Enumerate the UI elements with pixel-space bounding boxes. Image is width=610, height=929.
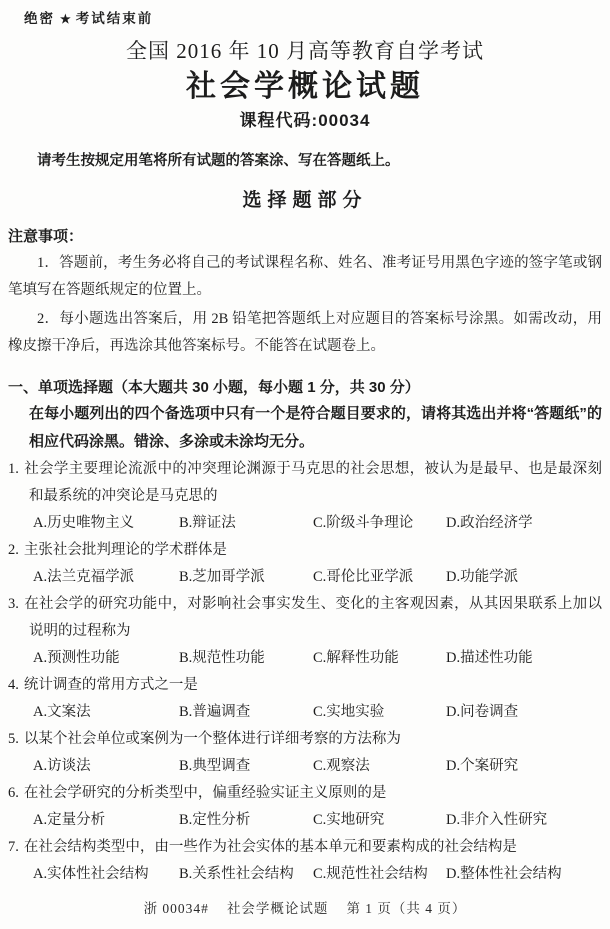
page-footer: [0, 897, 610, 917]
option-c: C.观察法: [313, 758, 370, 774]
option-a: A.文案法: [33, 704, 91, 720]
option-d: D.非介入性研究: [446, 812, 548, 828]
question-text: [8, 726, 602, 753]
question-item: [8, 726, 602, 780]
option-d: D.描述性功能: [446, 650, 533, 666]
question-body: 主张社会批判理论的学术群体是: [23, 542, 227, 558]
option-b: B.典型调查: [179, 758, 251, 774]
option-c: C.实地研究: [313, 812, 385, 828]
option-a: A.历史唯物主义: [33, 515, 135, 531]
section-title: 选择题部分: [242, 190, 368, 211]
option-c: C.实地实验: [313, 704, 385, 720]
footer-paper-name: 社会学概论试题: [226, 901, 329, 916]
question-number: 1.: [8, 461, 19, 477]
question-options: [33, 564, 602, 591]
question-number: 6.: [8, 785, 19, 801]
option-a: A.定量分析: [33, 812, 106, 828]
question-options: [33, 753, 602, 780]
question-options: [33, 645, 602, 672]
option-d: D.个案研究: [446, 758, 519, 774]
question-options: [33, 699, 602, 726]
question-item: [8, 456, 602, 537]
question-text: [8, 834, 602, 861]
option-a: A.预测性功能: [33, 650, 120, 666]
question-number: 4.: [8, 677, 19, 693]
notes-heading: 注意事项：: [8, 228, 84, 245]
question-body: 统计调查的常用方式之一是: [23, 677, 198, 693]
question-body: 在社会结构类型中，由一些作为社会实体的基本单元和要素构成的社会结构是: [23, 839, 517, 855]
paper-title: 社会学概论试题: [186, 70, 424, 103]
question-text: [8, 537, 602, 564]
question-body: 在社会学研究的分析类型中，偏重经验实证主义原则的是: [23, 785, 387, 801]
option-d: D.问卷调查: [446, 704, 519, 720]
option-b: B.规范性功能: [179, 650, 265, 666]
part-one-heading: 一、单项选择题（本大题共 30 小题，每小题 1 分，共 30 分）: [8, 379, 420, 396]
star-icon: ★: [60, 12, 71, 26]
note-item-1: 1．答题前，考生务必将自己的考试课程名称、姓名、准考证号用黑色字迹的签字笔或钢笔填写在答题纸规定的位置上。: [8, 255, 602, 298]
question-item: [8, 834, 602, 888]
part-one-intro: 在每小题列出的四个备选项中只有一个是符合题目要求的，请将其选出并将“答题纸”的相应代码涂黑。错涂、多涂或未涂均无分。: [29, 405, 602, 450]
question-text: [8, 780, 602, 807]
option-c: C.阶级斗争理论: [313, 515, 414, 531]
question-text: [8, 591, 602, 645]
option-a: A.访谈法: [33, 758, 91, 774]
question-number: 3.: [8, 596, 19, 612]
question-options: [33, 807, 602, 834]
option-c: C.哥伦比亚学派: [313, 569, 414, 585]
note-item-2: 2．每小题选出答案后，用 2B 铅笔把答题纸上对应题目的答案标号涂黑。如需改动，用橡皮擦干净后，再选涂其他答案标号。不能答在试题卷上。: [8, 311, 602, 354]
answer-sheet-instruction: 请考生按规定用笔将所有试题的答案涂、写在答题纸上。: [37, 153, 400, 169]
footer-page-info: 第 1 页（共 4 页）: [346, 901, 467, 916]
question-list: [8, 456, 602, 888]
question-body: 以某个社会单位或案例为一个整体进行详细考察的方法称为: [23, 731, 401, 747]
question-number: 5.: [8, 731, 19, 747]
question-item: [8, 672, 602, 726]
option-c: C.规范性社会结构: [313, 866, 428, 882]
question-number: 7.: [8, 839, 19, 855]
option-b: B.关系性社会结构: [179, 866, 294, 882]
option-b: B.定性分析: [179, 812, 251, 828]
option-b: B.芝加哥学派: [179, 569, 265, 585]
option-d: D.整体性社会结构: [446, 866, 562, 882]
timing-label: 考试结束前: [75, 11, 154, 26]
question-item: [8, 780, 602, 834]
option-c: C.解释性功能: [313, 650, 399, 666]
course-code: 课程代码:00034: [239, 111, 371, 130]
secrecy-label: 绝密: [24, 11, 55, 26]
option-d: D.功能学派: [446, 569, 519, 585]
question-options: [33, 510, 602, 537]
question-item: [8, 537, 602, 591]
footer-region-code: 浙 00034#: [143, 901, 209, 916]
question-text: [8, 672, 602, 699]
question-body: 在社会学的研究功能中，对影响社会事实发生、变化的主客观因素，从其因果联系上加以说明的过程称为: [23, 596, 602, 639]
option-b: B.普遍调查: [179, 704, 251, 720]
option-a: A.实体性社会结构: [33, 866, 149, 882]
option-a: A.法兰克福学派: [33, 569, 135, 585]
classification-banner: [24, 10, 602, 28]
option-d: D.政治经济学: [446, 515, 533, 531]
option-b: B.辩证法: [179, 515, 236, 531]
question-body: 社会学主要理论流派中的冲突理论渊源于马克思的社会思想，被认为是最早、也是最深刻和最系统的冲突论是马克思的: [23, 461, 602, 504]
question-item: [8, 591, 602, 672]
question-options: [33, 861, 602, 888]
exam-session-title: 全国 2016 年 10 月高等教育自学考试: [126, 39, 484, 63]
question-number: 2.: [8, 542, 19, 558]
question-text: [8, 456, 602, 510]
